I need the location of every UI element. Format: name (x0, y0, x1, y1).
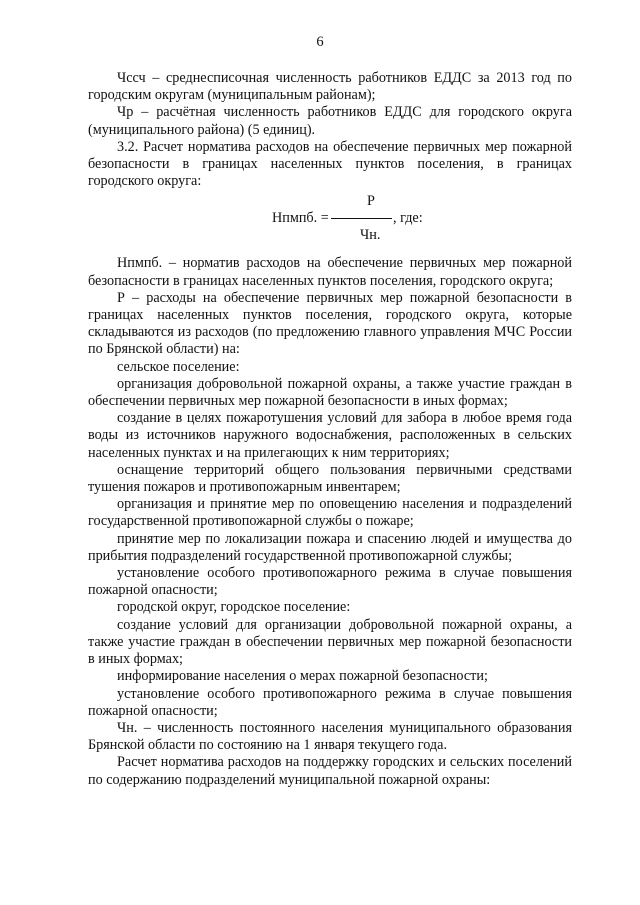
paragraph: Р – расходы на обеспечение первичных мер пожарной безопасности в границах населенных пунктов поселения, городского округа, которые складываются из расходов (по предложению главного управления МЧС России по Брянской области) на: (88, 289, 572, 358)
list-item: оснащение территорий общего пользования первичными средствами тушения пожаров и противопожарным инвентарем; (88, 461, 572, 496)
list-item: создание в целях пожаротушения условий для забора в любое время года воды из источников наружного водоснабжения, расположенных в сельских населенных пунктах и на прилегающих к ним территориях; (88, 410, 572, 461)
formula (88, 193, 572, 249)
paragraph: Чр – расчётная численность работников ЕДДС для городского округа (муниципального района) (5 единиц). (88, 104, 572, 138)
formula-denominator: Чн. (360, 227, 381, 244)
paragraph: Чн. – численность постоянного населения муниципального образования Брянской области по состоянию на 1 января текущего года. (88, 719, 572, 754)
list-heading: сельское поселение: (117, 358, 240, 375)
list-item: установление особого противопожарного режима в случае повышения пожарной опасности; (88, 565, 572, 599)
paragraph: Нпмпб. – норматив расходов на обеспечение первичных мер пожарной безопасности в границах населенных пунктов поселения, городского округа; (88, 255, 572, 289)
page-number: 6 (316, 34, 324, 50)
list-item: организация и принятие мер по оповещению населения и подразделений государственной противопожарной службы о пожаре; (88, 496, 572, 530)
paragraph: Чссч – среднесписочная численность работников ЕДДС за 2013 год по городским округам (муниципальным районам); (88, 70, 572, 104)
formula-tail: , где: (393, 210, 423, 227)
list-item: информирование населения о мерах пожарной безопасности; (117, 668, 488, 685)
formula-numerator: Р (367, 193, 375, 210)
list-heading: городской округ, городское поселение: (117, 599, 351, 616)
list-item: установление особого противопожарного режима в случае повышения пожарной опасности; (88, 685, 572, 719)
fraction-line (331, 218, 392, 219)
paragraph: 3.2. Расчет норматива расходов на обеспечение первичных мер пожарной безопасности в границах населенных пунктов поселения, в границах городского округа: (88, 138, 572, 190)
formula-lhs: Нпмпб. = (272, 210, 329, 227)
list-item: организация добровольной пожарной охраны, а также участие граждан в обеспечении первичных мер пожарной безопасности в иных формах; (88, 375, 572, 410)
document-body (88, 70, 572, 789)
paragraph: Расчет норматива расходов на поддержку городских и сельских поселений по содержанию подразделений муниципальной пожарной охраны: (88, 754, 572, 788)
list-item: создание условий для организации добровольной пожарной охраны, а также участие граждан в обеспечении первичных мер пожарной безопасности в иных формах; (88, 616, 572, 668)
list-item: принятие мер по локализации пожара и спасению людей и имущества до прибытия подразделений государственной противопожарной службы; (88, 530, 572, 564)
